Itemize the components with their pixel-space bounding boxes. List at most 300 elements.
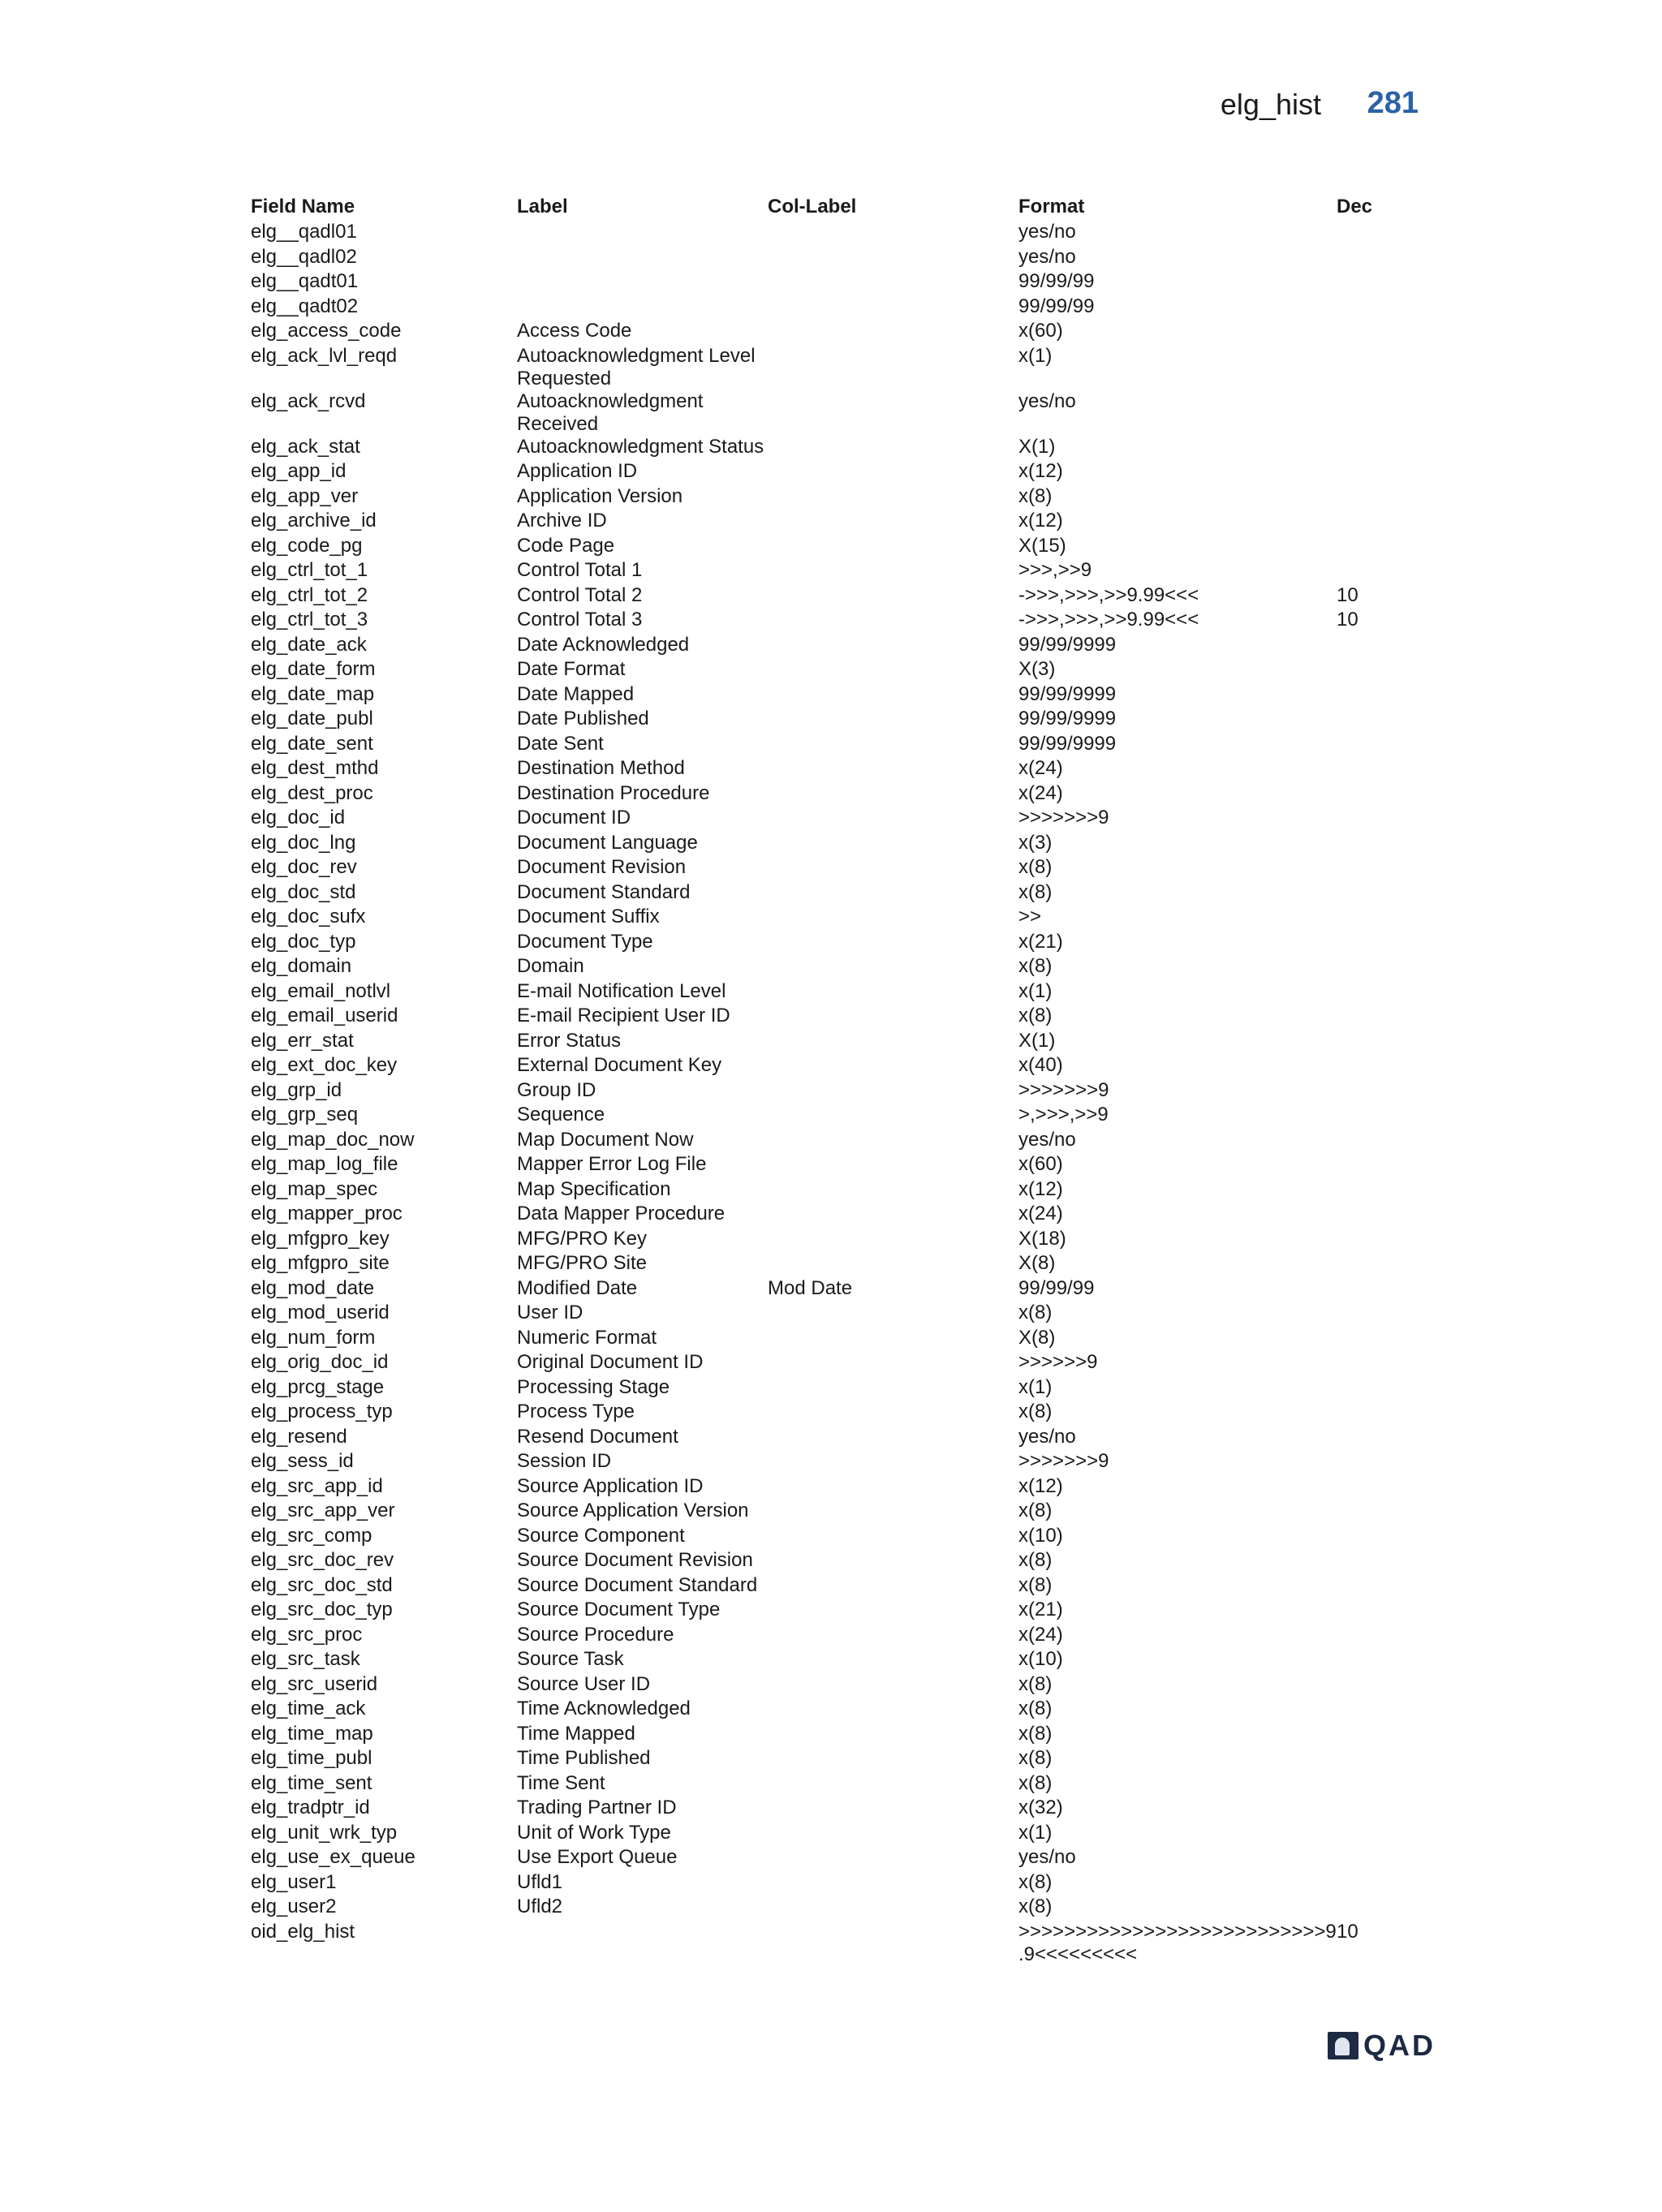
table-row xyxy=(251,782,1385,807)
label-cell: Domain xyxy=(517,955,584,977)
field-name-cell: elg__qadt01 xyxy=(251,270,359,292)
dec-cell xyxy=(1337,390,1385,436)
dec-cell xyxy=(1337,1846,1385,1871)
field-name-cell: elg_date_form xyxy=(251,658,376,680)
format-cell: >>>>>>>9 xyxy=(1018,1078,1109,1101)
format-cell: x(8) xyxy=(1018,856,1053,878)
table-row xyxy=(251,1327,1385,1352)
col-label-cell xyxy=(768,246,1018,271)
label-cell: Application ID xyxy=(517,460,638,482)
field-name-cell: elg_mfgpro_site xyxy=(251,1252,390,1274)
col-label-cell xyxy=(768,295,1018,321)
dec-cell xyxy=(1337,1871,1385,1896)
table-row xyxy=(251,733,1385,758)
format-cell: 99/99/9999 xyxy=(1018,708,1117,729)
table-row xyxy=(251,1549,1385,1574)
format-cell: ->>>,>>>,>>9.99<<< xyxy=(1018,609,1199,630)
label-cell: Code Page xyxy=(517,534,615,557)
field-name-cell: elg_time_map xyxy=(251,1722,373,1745)
label-cell: Ufld1 xyxy=(517,1870,563,1893)
format-cell: x(8) xyxy=(1018,1747,1053,1769)
col-label-cell xyxy=(768,757,1018,782)
field-name-cell: elg_doc_sufx xyxy=(251,906,366,927)
table-row xyxy=(251,1574,1385,1599)
label-cell: Modified Date xyxy=(517,1276,638,1299)
table-row xyxy=(251,658,1385,683)
table-row xyxy=(251,345,1385,390)
format-cell: x(12) xyxy=(1018,1474,1063,1497)
field-name-cell: elg_time_sent xyxy=(251,1771,372,1794)
format-cell: >>>>>>>9 xyxy=(1018,1450,1109,1472)
table-row xyxy=(251,1846,1385,1871)
dec-cell xyxy=(1337,1450,1385,1475)
col-label-cell xyxy=(768,320,1018,345)
label-cell: MFG/PRO Site xyxy=(517,1252,648,1274)
col-label-cell xyxy=(768,1426,1018,1451)
dec-cell xyxy=(1337,1129,1385,1154)
column-header-field-name: Field Name xyxy=(251,196,355,217)
dec-cell xyxy=(1337,535,1385,560)
field-name-cell: elg_ack_stat xyxy=(251,435,360,458)
format-cell: x(8) xyxy=(1018,1401,1053,1422)
col-label-cell xyxy=(768,1079,1018,1104)
table-row xyxy=(251,1401,1385,1426)
field-name-cell: elg_domain xyxy=(251,955,352,977)
field-name-cell: oid_elg_hist xyxy=(251,1920,355,1943)
field-name-cell: elg_mod_userid xyxy=(251,1302,390,1323)
dec-cell xyxy=(1337,1426,1385,1451)
table-row xyxy=(251,270,1385,295)
format-cell: >>>>>>>9 xyxy=(1018,807,1109,828)
format-cell: x(12) xyxy=(1018,1177,1063,1200)
col-label-cell xyxy=(768,634,1018,659)
table-row xyxy=(251,485,1385,510)
col-label-cell xyxy=(768,1401,1018,1426)
dec-cell xyxy=(1337,1153,1385,1178)
format-cell: X(1) xyxy=(1018,1029,1056,1052)
dec-cell xyxy=(1337,246,1385,271)
col-label-cell xyxy=(768,1747,1018,1772)
format-cell: >>>>>>9 xyxy=(1018,1351,1098,1373)
format-cell: >>>>>>>>>>>>>>>>>>>>>>>>>>>9 .9<<<<<<<<< xyxy=(1018,1920,1337,1965)
col-label-cell xyxy=(768,1302,1018,1327)
table-row xyxy=(251,856,1385,881)
label-cell: Time Acknowledged xyxy=(517,1698,691,1719)
label-cell: E-mail Recipient User ID xyxy=(517,1005,730,1026)
table-row xyxy=(251,1030,1385,1055)
format-cell: x(8) xyxy=(1018,1005,1053,1026)
format-cell: x(8) xyxy=(1018,1672,1053,1695)
dec-cell xyxy=(1337,980,1385,1005)
table-row xyxy=(251,510,1385,535)
col-label-cell xyxy=(768,1327,1018,1352)
col-label-cell: Mod Date xyxy=(768,1276,853,1299)
dec-cell xyxy=(1337,832,1385,857)
dec-cell xyxy=(1337,782,1385,807)
table-row xyxy=(251,1277,1385,1302)
format-cell: yes/no xyxy=(1018,389,1076,412)
table-row xyxy=(251,246,1385,271)
field-name-cell: elg_archive_id xyxy=(251,510,377,531)
table-row xyxy=(251,1104,1385,1129)
label-cell: Destination Procedure xyxy=(517,781,710,804)
format-cell: x(8) xyxy=(1018,1573,1053,1596)
label-cell: Sequence xyxy=(517,1104,605,1125)
format-cell: x(8) xyxy=(1018,484,1053,507)
field-name-cell: elg_doc_rev xyxy=(251,856,357,878)
dec-cell xyxy=(1337,1549,1385,1574)
field-name-cell: elg_app_ver xyxy=(251,484,359,507)
col-label-cell xyxy=(768,584,1018,609)
format-cell: x(8) xyxy=(1018,1549,1053,1571)
field-name-cell: elg_mfgpro_key xyxy=(251,1227,390,1250)
format-cell: 99/99/99 xyxy=(1018,270,1095,292)
col-label-cell xyxy=(768,733,1018,758)
label-cell: Document Suffix xyxy=(517,906,660,927)
col-label-cell xyxy=(768,1574,1018,1599)
table-row xyxy=(251,1228,1385,1253)
col-label-cell xyxy=(768,1030,1018,1055)
col-label-cell xyxy=(768,1376,1018,1401)
dec-cell xyxy=(1337,906,1385,931)
col-label-cell xyxy=(768,1896,1018,1921)
format-cell: x(8) xyxy=(1018,1722,1053,1745)
table-row xyxy=(251,1525,1385,1550)
label-cell: Control Total 3 xyxy=(517,609,643,630)
table-row xyxy=(251,980,1385,1005)
dec-cell xyxy=(1337,733,1385,758)
format-cell: >> xyxy=(1018,906,1042,927)
dec-cell xyxy=(1337,1673,1385,1698)
dec-cell xyxy=(1337,1203,1385,1228)
label-cell: Application Version xyxy=(517,484,683,507)
field-name-cell: elg_date_publ xyxy=(251,708,373,729)
format-cell: 99/99/9999 xyxy=(1018,633,1117,656)
label-cell: Document Standard xyxy=(517,880,691,903)
label-cell xyxy=(517,221,768,246)
label-cell: Control Total 1 xyxy=(517,559,643,581)
qad-logo-text: QAD xyxy=(1363,2029,1436,2062)
format-cell: x(8) xyxy=(1018,1870,1053,1893)
field-name-cell: elg_mapper_proc xyxy=(251,1203,403,1224)
dec-cell xyxy=(1337,1896,1385,1921)
field-name-cell: elg_src_userid xyxy=(251,1672,378,1695)
table-row xyxy=(251,1475,1385,1500)
label-cell: Session ID xyxy=(517,1450,612,1472)
qad-logo xyxy=(1328,2029,1436,2063)
field-name-cell: elg_sess_id xyxy=(251,1450,354,1472)
field-name-cell: elg_code_pg xyxy=(251,534,363,557)
col-label-cell xyxy=(768,1698,1018,1723)
field-name-cell: elg_err_stat xyxy=(251,1029,354,1052)
field-name-cell: elg_dest_proc xyxy=(251,781,373,804)
field-name-cell: elg_prcg_stage xyxy=(251,1375,385,1398)
col-label-cell xyxy=(768,658,1018,683)
format-cell: x(8) xyxy=(1018,1698,1053,1719)
format-cell: x(1) xyxy=(1018,344,1053,367)
table-row xyxy=(251,832,1385,857)
col-label-cell xyxy=(768,485,1018,510)
col-label-cell xyxy=(768,980,1018,1005)
label-cell: Numeric Format xyxy=(517,1326,657,1349)
dec-cell xyxy=(1337,1624,1385,1649)
format-cell: yes/no xyxy=(1018,1425,1076,1448)
table-row xyxy=(251,1772,1385,1797)
field-name-cell: elg_dest_mthd xyxy=(251,757,379,779)
col-label-cell xyxy=(768,832,1018,857)
field-name-cell: elg_grp_seq xyxy=(251,1104,359,1125)
table-row xyxy=(251,1822,1385,1847)
col-label-cell xyxy=(768,390,1018,436)
field-name-cell: elg_email_notlvl xyxy=(251,979,391,1002)
dec-cell: 10 xyxy=(1337,1920,1358,1943)
field-name-cell: elg_doc_id xyxy=(251,807,346,828)
label-cell: Processing Stage xyxy=(517,1375,670,1398)
table-row xyxy=(251,1723,1385,1748)
field-name-cell: elg__qadt02 xyxy=(251,295,359,317)
table-row xyxy=(251,931,1385,956)
field-name-cell: elg_user1 xyxy=(251,1870,337,1893)
table-row xyxy=(251,1252,1385,1277)
field-name-cell: elg_email_userid xyxy=(251,1005,398,1026)
field-name-cell: elg_user2 xyxy=(251,1896,337,1917)
table-row xyxy=(251,559,1385,584)
col-label-cell xyxy=(768,1673,1018,1698)
dec-cell xyxy=(1337,1797,1385,1822)
col-label-cell xyxy=(768,1648,1018,1673)
label-cell xyxy=(517,270,768,295)
table-row xyxy=(251,1129,1385,1154)
table-row xyxy=(251,1203,1385,1228)
table-header-row xyxy=(251,196,1385,221)
table-row xyxy=(251,1747,1385,1772)
dec-cell xyxy=(1337,1327,1385,1352)
col-label-cell xyxy=(768,1054,1018,1079)
col-label-cell xyxy=(768,881,1018,906)
column-header-col-label: Col-Label xyxy=(768,196,857,217)
table-row xyxy=(251,1426,1385,1451)
dec-cell xyxy=(1337,856,1385,881)
label-cell: Unit of Work Type xyxy=(517,1821,671,1844)
dec-cell xyxy=(1337,1351,1385,1376)
format-cell: >,>>>,>>9 xyxy=(1018,1104,1109,1125)
format-cell: x(3) xyxy=(1018,831,1053,854)
dec-cell xyxy=(1337,295,1385,321)
field-name-cell: elg_src_app_id xyxy=(251,1474,383,1497)
field-name-cell: elg_time_publ xyxy=(251,1747,372,1769)
label-cell: Source Document Type xyxy=(517,1599,721,1620)
table-row xyxy=(251,1351,1385,1376)
dec-cell xyxy=(1337,1104,1385,1129)
field-name-cell: elg_time_ack xyxy=(251,1698,366,1719)
format-cell: x(1) xyxy=(1018,1375,1053,1398)
col-label-cell xyxy=(768,1723,1018,1748)
dec-cell xyxy=(1337,485,1385,510)
field-definition-table xyxy=(251,196,1385,1966)
label-cell: Document Revision xyxy=(517,856,687,878)
dec-cell xyxy=(1337,1005,1385,1030)
field-name-cell: elg_src_proc xyxy=(251,1623,363,1646)
col-label-cell xyxy=(768,1871,1018,1896)
col-label-cell xyxy=(768,1252,1018,1277)
dec-cell xyxy=(1337,1475,1385,1500)
table-row xyxy=(251,1896,1385,1921)
col-label-cell xyxy=(768,1153,1018,1178)
format-cell: X(18) xyxy=(1018,1227,1066,1250)
table-row xyxy=(251,436,1385,461)
field-name-cell: elg__qadl01 xyxy=(251,221,357,243)
label-cell: Date Published xyxy=(517,708,649,729)
label-cell: Autoacknowledgment Status xyxy=(517,435,764,458)
label-cell: Access Code xyxy=(517,320,632,342)
col-label-cell xyxy=(768,345,1018,390)
format-cell: x(8) xyxy=(1018,955,1053,977)
label-cell: Document ID xyxy=(517,807,631,828)
format-cell: 99/99/99 xyxy=(1018,295,1095,317)
label-cell: Mapper Error Log File xyxy=(517,1153,707,1175)
format-cell: x(8) xyxy=(1018,1771,1053,1794)
format-cell: X(15) xyxy=(1018,534,1066,557)
table-row xyxy=(251,535,1385,560)
format-cell: x(8) xyxy=(1018,1896,1053,1917)
dec-cell xyxy=(1337,1747,1385,1772)
field-name-cell: elg_access_code xyxy=(251,320,402,342)
table-row xyxy=(251,634,1385,659)
label-cell: Use Export Queue xyxy=(517,1846,678,1868)
col-label-cell xyxy=(768,931,1018,956)
field-name-cell: elg__qadl02 xyxy=(251,245,357,268)
table-row xyxy=(251,1624,1385,1649)
label-cell: User ID xyxy=(517,1302,583,1323)
field-name-cell: elg_src_app_ver xyxy=(251,1500,395,1521)
dec-cell xyxy=(1337,1772,1385,1797)
format-cell: x(12) xyxy=(1018,460,1063,482)
col-label-cell xyxy=(768,1228,1018,1253)
format-cell: X(1) xyxy=(1018,435,1056,458)
format-cell: x(32) xyxy=(1018,1797,1063,1818)
format-cell: x(10) xyxy=(1018,1648,1063,1670)
field-name-cell: elg_src_comp xyxy=(251,1524,372,1547)
col-label-cell xyxy=(768,1178,1018,1203)
col-label-cell xyxy=(768,1624,1018,1649)
label-cell: Source User ID xyxy=(517,1672,651,1695)
dec-cell xyxy=(1337,1054,1385,1079)
dec-cell xyxy=(1337,708,1385,733)
table-row xyxy=(251,1797,1385,1822)
col-label-cell xyxy=(768,1500,1018,1525)
field-name-cell: elg_mod_date xyxy=(251,1276,375,1299)
label-cell: Ufld2 xyxy=(517,1896,563,1917)
dec-cell xyxy=(1337,1648,1385,1673)
table-row xyxy=(251,1921,1385,1966)
label-cell: Source Task xyxy=(517,1648,624,1670)
label-cell: Data Mapper Procedure xyxy=(517,1203,726,1224)
label-cell: Trading Partner ID xyxy=(517,1797,677,1818)
label-cell: Source Document Standard xyxy=(517,1573,758,1596)
table-row xyxy=(251,609,1385,634)
col-label-cell xyxy=(768,1203,1018,1228)
dec-cell xyxy=(1337,1228,1385,1253)
field-name-cell: elg_src_doc_std xyxy=(251,1573,393,1596)
field-name-cell: elg_date_sent xyxy=(251,732,373,755)
dec-cell xyxy=(1337,320,1385,345)
table-row xyxy=(251,295,1385,321)
format-cell: x(60) xyxy=(1018,320,1063,342)
dec-cell xyxy=(1337,1030,1385,1055)
field-name-cell: elg_src_task xyxy=(251,1648,360,1670)
label-cell: Date Mapped xyxy=(517,682,635,705)
table-row xyxy=(251,1599,1385,1624)
label-cell: Date Sent xyxy=(517,732,604,755)
label-cell: Source Document Revision xyxy=(517,1549,753,1571)
dec-cell: 10 xyxy=(1337,609,1358,630)
dec-cell xyxy=(1337,1599,1385,1624)
dec-cell xyxy=(1337,955,1385,980)
table-row xyxy=(251,1054,1385,1079)
table-row xyxy=(251,1005,1385,1030)
field-name-cell: elg_grp_id xyxy=(251,1078,342,1101)
label-cell xyxy=(517,295,768,321)
label-cell: Error Status xyxy=(517,1029,622,1052)
col-label-cell xyxy=(768,1772,1018,1797)
label-cell: Group ID xyxy=(517,1078,596,1101)
label-cell: Document Language xyxy=(517,831,698,854)
dec-cell xyxy=(1337,1277,1385,1302)
table-row xyxy=(251,955,1385,980)
dec-cell: 10 xyxy=(1337,583,1358,606)
label-cell: Archive ID xyxy=(517,510,607,531)
label-cell: Source Component xyxy=(517,1524,685,1547)
format-cell: x(12) xyxy=(1018,510,1063,531)
col-label-cell xyxy=(768,1104,1018,1129)
label-cell: Process Type xyxy=(517,1401,635,1422)
dec-cell xyxy=(1337,460,1385,485)
field-name-cell: elg_src_doc_typ xyxy=(251,1599,393,1620)
format-cell: >>>,>>9 xyxy=(1018,559,1092,581)
table-row xyxy=(251,1153,1385,1178)
dec-cell xyxy=(1337,221,1385,246)
col-label-cell xyxy=(768,1450,1018,1475)
label-cell xyxy=(517,246,768,271)
dec-cell xyxy=(1337,270,1385,295)
format-cell: X(8) xyxy=(1018,1326,1056,1349)
table-row xyxy=(251,320,1385,345)
format-cell: x(21) xyxy=(1018,1599,1063,1620)
col-label-cell xyxy=(768,1129,1018,1154)
col-label-cell xyxy=(768,510,1018,535)
dec-cell xyxy=(1337,1500,1385,1525)
label-cell: Source Application ID xyxy=(517,1474,704,1497)
col-label-cell xyxy=(768,1599,1018,1624)
table-row xyxy=(251,906,1385,931)
label-cell: Source Application Version xyxy=(517,1500,749,1521)
col-label-cell xyxy=(768,1475,1018,1500)
col-label-cell xyxy=(768,609,1018,634)
dec-cell xyxy=(1337,807,1385,832)
field-name-cell: elg_ack_lvl_reqd xyxy=(251,344,398,367)
field-name-cell: elg_map_log_file xyxy=(251,1153,398,1175)
table-row xyxy=(251,1376,1385,1401)
table-row xyxy=(251,807,1385,832)
dec-cell xyxy=(1337,658,1385,683)
field-name-cell: elg_resend xyxy=(251,1425,347,1448)
col-label-cell xyxy=(768,683,1018,708)
table-row xyxy=(251,390,1385,436)
format-cell: x(40) xyxy=(1018,1054,1063,1076)
table-row xyxy=(251,1673,1385,1698)
col-label-cell xyxy=(768,1822,1018,1847)
table-row xyxy=(251,1302,1385,1327)
